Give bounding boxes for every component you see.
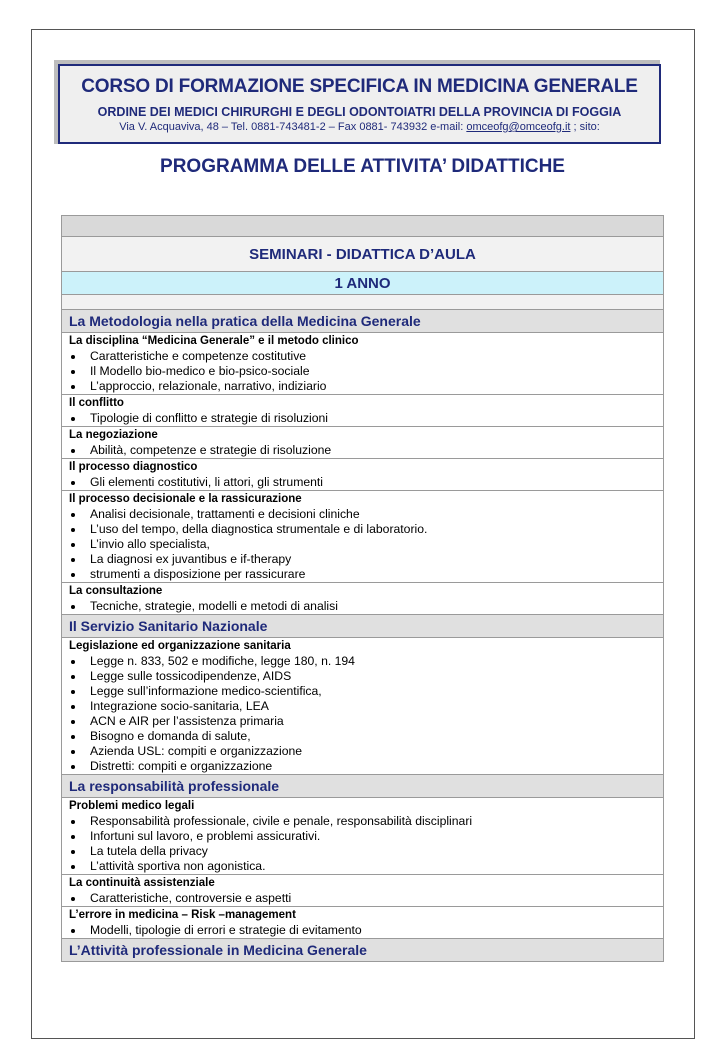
list-item: Analisi decisionale, trattamenti e decisioni cliniche <box>69 507 656 522</box>
list-item: Infortuni sul lavoro, e problemi assicurativi. <box>69 829 656 844</box>
list-item: Responsabilità professionale, civile e penale, responsabilità disciplinari <box>69 814 656 829</box>
topic-list <box>69 507 656 582</box>
list-item: L’invio allo specialista, <box>69 537 656 552</box>
table-header-row <box>62 216 664 237</box>
year-heading: 1 ANNO <box>62 272 664 295</box>
topic-cell <box>62 798 664 875</box>
topic-cell <box>62 491 664 583</box>
list-item: Integrazione socio-sanitaria, LEA <box>69 699 656 714</box>
section-row <box>62 615 664 638</box>
topic-row <box>62 907 664 939</box>
list-item: Tecniche, strategie, modelli e metodi di analisi <box>69 599 656 614</box>
list-item: Legge n. 833, 502 e modifiche, legge 180, n. 194 <box>69 654 656 669</box>
list-item: Modelli, tipologie di errori e strategie di evitamento <box>69 923 656 938</box>
topic-list <box>69 814 656 874</box>
email-link[interactable]: omceofg@omceofg.it <box>466 121 571 133</box>
topic-row <box>62 395 664 427</box>
list-item: Tipologie di conflitto e strategie di risoluzioni <box>69 411 656 426</box>
list-item: strumenti a disposizione per rassicurare <box>69 567 656 582</box>
topic-list <box>69 443 656 458</box>
list-item: Azienda USL: compiti e organizzazione <box>69 744 656 759</box>
site-label: ; sito: <box>573 121 600 133</box>
topic-list <box>69 599 656 614</box>
header-box <box>58 64 661 144</box>
section-title: Il Servizio Sanitario Nazionale <box>62 615 664 638</box>
topic-row <box>62 583 664 615</box>
topic-cell <box>62 907 664 939</box>
program-title: PROGRAMMA DELLE ATTIVITA’ DIDATTICHE <box>160 156 565 177</box>
topic-list <box>69 411 656 426</box>
topic-title: Il processo decisionale e la rassicurazione <box>69 493 302 505</box>
topic-row <box>62 638 664 775</box>
gray-band <box>62 216 664 237</box>
topic-cell <box>62 459 664 491</box>
topic-title: Il conflitto <box>69 397 124 409</box>
list-item: La diagnosi ex juvantibus e if-therapy <box>69 552 656 567</box>
spacer-row <box>62 295 664 310</box>
topic-title: Problemi medico legali <box>69 800 195 812</box>
list-item: L’approccio, relazionale, narrativo, indiziario <box>69 379 656 394</box>
topic-cell <box>62 583 664 615</box>
list-item: Abilità, competenze e strategie di risoluzione <box>69 443 656 458</box>
topic-list <box>69 654 656 774</box>
list-item: L’attività sportiva non agonistica. <box>69 859 656 874</box>
list-item: Legge sulle tossicodipendenze, AIDS <box>69 669 656 684</box>
list-item: Legge sull’informazione medico-scientifica, <box>69 684 656 699</box>
topic-row <box>62 427 664 459</box>
topic-title: La negoziazione <box>69 429 158 441</box>
topic-cell <box>62 638 664 775</box>
topic-row <box>62 459 664 491</box>
address-text: Via V. Acquaviva, 48 – Tel. 0881-743481-2 – Fax 0881- 743932 e-mail: <box>119 121 464 133</box>
topic-title: La disciplina “Medicina Generale” e il metodo clinico <box>69 335 359 347</box>
list-item: Bisogno e domanda di salute, <box>69 729 656 744</box>
anno-row <box>62 272 664 295</box>
contact-address <box>60 121 659 133</box>
topic-row <box>62 875 664 907</box>
topic-cell <box>62 333 664 395</box>
order-name: ORDINE DEI MEDICI CHIRURGHI E DEGLI ODONTOIATRI DELLA PROVINCIA DI FOGGIA <box>97 105 622 119</box>
topic-list <box>69 349 656 394</box>
spacer-cell <box>62 295 664 310</box>
section-row <box>62 939 664 962</box>
course-title: CORSO DI FORMAZIONE SPECIFICA IN MEDICINA GENERALE <box>81 76 638 97</box>
seminari-row <box>62 237 664 272</box>
section-title: La Metodologia nella pratica della Medicina Generale <box>62 310 664 333</box>
list-item: L’uso del tempo, della diagnostica strumentale e di laboratorio. <box>69 522 656 537</box>
topic-cell <box>62 875 664 907</box>
list-item: Il Modello bio-medico e bio-psico-sociale <box>69 364 656 379</box>
topic-title: Legislazione ed organizzazione sanitaria <box>69 640 291 652</box>
topic-cell <box>62 427 664 459</box>
topic-list <box>69 891 656 906</box>
section-title: L’Attività professionale in Medicina Generale <box>62 939 664 962</box>
list-item: Caratteristiche, controversie e aspetti <box>69 891 656 906</box>
topic-title: L’errore in medicina – Risk –management <box>69 909 296 921</box>
topic-title: La continuità assistenziale <box>69 877 215 889</box>
program-table <box>61 215 664 962</box>
list-item: ACN e AIR per l’assistenza primaria <box>69 714 656 729</box>
topic-row <box>62 333 664 395</box>
section-row <box>62 775 664 798</box>
section-title: La responsabilità professionale <box>62 775 664 798</box>
seminari-heading: SEMINARI - DIDATTICA D’AULA <box>62 237 664 272</box>
list-item: Caratteristiche e competenze costitutive <box>69 349 656 364</box>
section-row <box>62 310 664 333</box>
topic-title: La consultazione <box>69 585 163 597</box>
topic-cell <box>62 395 664 427</box>
topic-title: Il processo diagnostico <box>69 461 198 473</box>
topic-list <box>69 475 656 490</box>
list-item: La tutela della privacy <box>69 844 656 859</box>
topic-row <box>62 798 664 875</box>
topic-list <box>69 923 656 938</box>
topic-row <box>62 491 664 583</box>
list-item: Distretti: compiti e organizzazione <box>69 759 656 774</box>
list-item: Gli elementi costitutivi, li attori, gli strumenti <box>69 475 656 490</box>
